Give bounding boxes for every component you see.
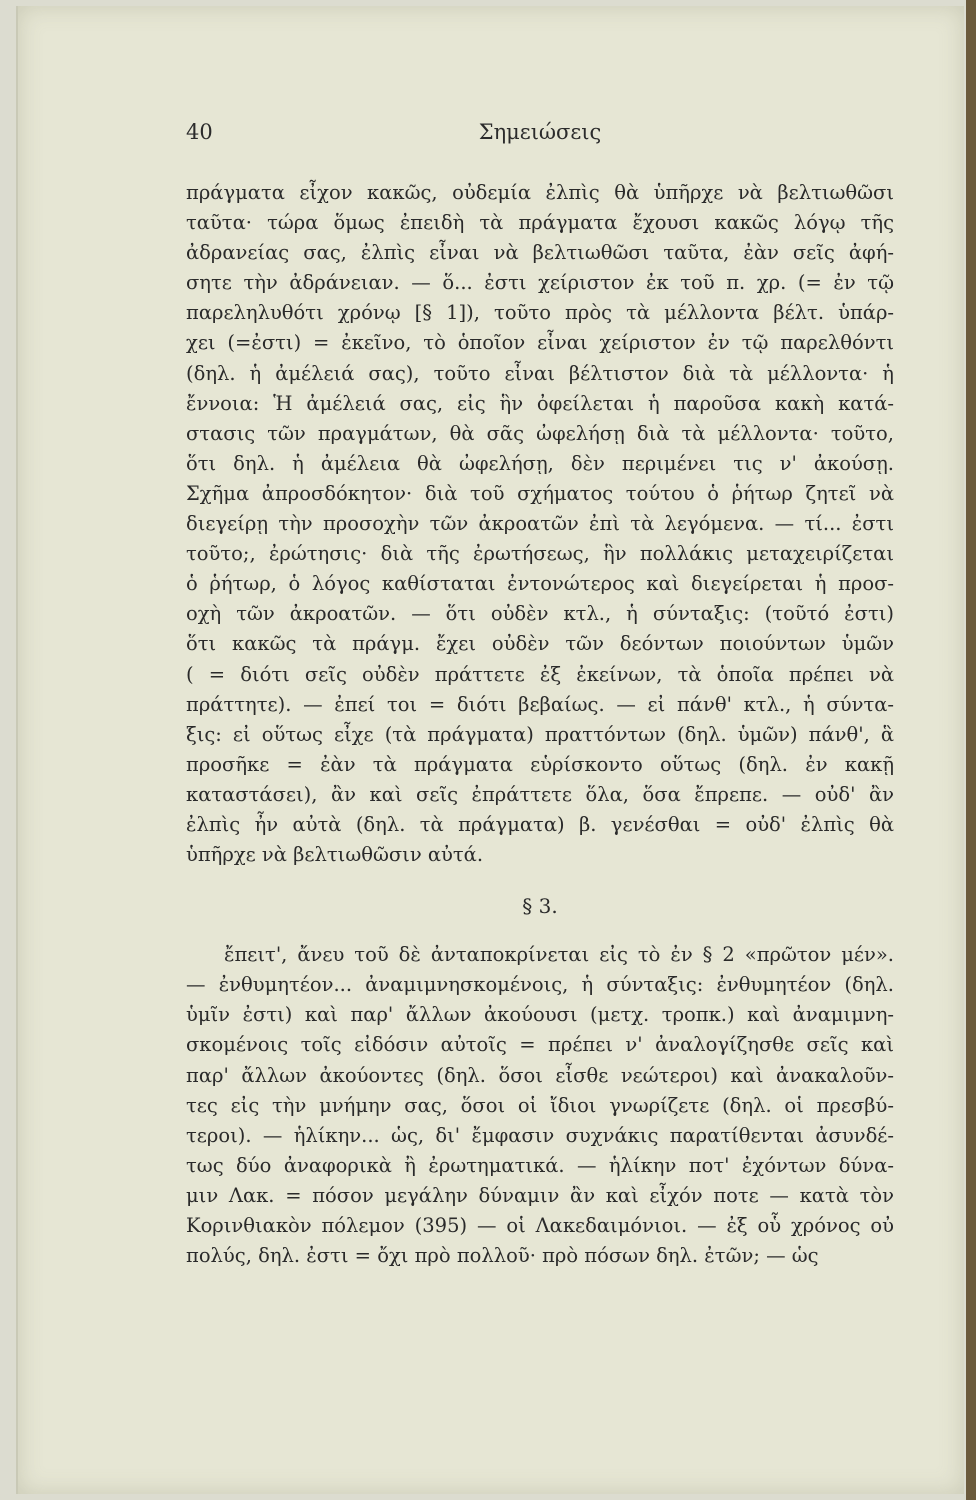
text-line: ὅτι δηλ. ἡ ἀμέλεια θὰ ὠφελήσῃ, δὲν περιμένει τις ν' ἀκούσῃ. <box>186 451 894 475</box>
text-line: οχὴ τῶν ἀκροατῶν. — ὅτι οὐδὲν κτλ., ἡ σύνταξις: (τοῦτό ἐστι) <box>186 602 894 626</box>
text-line: ταῦτα· τώρα ὅμως ἐπειδὴ τὰ πράγματα ἔχουσι κακῶς λόγῳ τῆς <box>186 211 894 235</box>
text-line: — ἐνθυμητέον... ἀναμιμνησκομένοις, ἡ σύνταξις: ἐνθυμητέον (δηλ. <box>186 973 894 997</box>
text-line: διεγείρῃ τὴν προσοχὴν τῶν ἀκροατῶν ἐπὶ τὰ λεγόμενα. — τί... ἐστι <box>186 512 894 536</box>
text-line: ( = διότι σεῖς οὐδὲν πράττετε ἐξ ἐκείνων, τὰ ὁποῖα πρέπει νὰ <box>186 662 894 686</box>
section-heading: § 3. <box>522 894 558 919</box>
text-line: παρεληλυθότι χρόνῳ [§ 1]), τοῦτο πρὸς τὰ μέλλοντα βέλτ. ὑπάρ- <box>186 301 894 325</box>
text-line: στασις τῶν πραγμάτων, θὰ σᾶς ὠφελήσῃ διὰ τὰ μέλλοντα· τοῦτο, <box>186 421 894 445</box>
book-spine-edge <box>966 0 976 1500</box>
text-line: ἀδρανείας σας, ἐλπὶς εἶναι νὰ βελτιωθῶσι ταῦτα, ἐὰν σεῖς ἀφή- <box>186 241 894 265</box>
text-line: ὑπῆρχε νὰ βελτιωθῶσιν αὐτά. <box>186 843 484 867</box>
text-line: τες εἰς τὴν μνήμην σας, ὅσοι οἱ ἴδιοι γνωρίζετε (δηλ. οἱ πρεσβύ- <box>186 1093 894 1117</box>
text-line: ὑμῖν ἐστι) καὶ παρ' ἄλλων ἀκούουσι (μετχ. τροπκ.) καὶ ἀναμιμνη- <box>186 1003 894 1027</box>
text-line: ἔννοια: Ἡ ἀμέλειά σας, εἰς ἣν ὀφείλεται ἡ παροῦσα κακὴ κατά- <box>186 391 894 415</box>
text-line: σκομένοις τοῖς εἰδόσιν αὐτοῖς = πρέπει ν' ἀναλογίζησθε σεῖς καὶ <box>186 1033 894 1057</box>
text-line: Σχῆμα ἀπροσδόκητον· διὰ τοῦ σχήματος τούτου ὁ ῥήτωρ ζητεῖ νὰ <box>186 481 894 505</box>
text-line: ἔπειτ', ἄνευ τοῦ δὲ ἀνταποκρίνεται εἰς τὸ ἐν § 2 «πρῶτον μέν». <box>224 943 894 967</box>
text-line: ξις: εἰ οὕτως εἶχε (τὰ πράγματα) πραττόντων (δηλ. ὑμῶν) πάνθ', ἃ <box>186 722 894 746</box>
text-line: τως δύο ἀναφορικὰ ἢ ἐρωτηματικά. — ἡλίκην ποτ' ἐχόντων δύνα- <box>186 1153 894 1177</box>
text-line: ὁ ῥήτωρ, ὁ λόγος καθίσταται ἐντονώτερος καὶ διεγείρεται ἡ προσ- <box>186 572 894 596</box>
text-line: τεροι). — ἡλίκην... ὡς, δι' ἔμφασιν συχνάκις παρατίθενται ἀσυνδέ- <box>186 1123 894 1147</box>
text-line: χει (=ἐστι) = ἐκεῖνο, τὸ ὁποῖον εἶναι χείριστον ἐν τῷ παρελθόντι <box>186 331 894 355</box>
text-line: παρ' ἄλλων ἀκούοντες (δηλ. ὅσοι εἶσθε νεώτεροι) καὶ ἀνακαλοῦν- <box>186 1063 894 1087</box>
text-line: πολύς, δηλ. ἐστι = ὄχι πρὸ πολλοῦ· πρὸ πόσων δηλ. ἐτῶν; — ὡς <box>186 1244 819 1268</box>
text-line: πράττητε). — ἐπεί τοι = διότι βεβαίως. — εἰ πάνθ' κτλ., ἡ σύντα- <box>186 692 894 716</box>
text-line: πράγματα εἶχον κακῶς, οὐδεμία ἐλπὶς θὰ ὑπῆρχε νὰ βελτιωθῶσι <box>186 181 894 204</box>
page-number: 40 <box>186 120 213 144</box>
text-line: σητε τὴν ἀδράνειαν. — ὅ... ἐστι χείριστον ἐκ τοῦ π. χρ. (= ἐν τῷ <box>186 271 894 295</box>
page-body <box>186 178 894 1271</box>
text-line: ὅτι κακῶς τὰ πράγμ. ἔχει οὐδὲν τῶν δεόντων ποιούντων ὑμῶν <box>186 632 894 656</box>
running-title: Σημειώσεις <box>478 120 602 144</box>
text-line: καταστάσει), ἂν καὶ σεῖς ἐπράττετε ὅλα, ὅσα ἔπρεπε. — οὐδ' ἂν <box>186 782 894 806</box>
page-header <box>186 120 894 160</box>
text-line: τοῦτο;, ἐρώτησις· διὰ τῆς ἐρωτήσεως, ἣν πολλάκις μεταχειρίζεται <box>186 542 894 566</box>
text-line: (δηλ. ἡ ἀμέλειά σας), τοῦτο εἶναι βέλτιστον διὰ τὰ μέλλοντα· ἡ <box>186 361 894 385</box>
text-line: προσῆκε = ἐὰν τὰ πράγματα εὑρίσκοντο οὕτως (δηλ. ἐν κακῇ <box>186 752 894 776</box>
text-line: ἐλπὶς ἦν αὐτὰ (δηλ. τὰ πράγματα) β. γενέσθαι = οὐδ' ἐλπὶς θὰ <box>186 812 894 836</box>
paragraph-notes-section-3 <box>186 940 894 1271</box>
paragraph-notes-section-2 <box>186 178 894 870</box>
text-line: Κορινθιακὸν πόλεμον (395) — οἱ Λακεδαιμόνιοι. — ἐξ οὗ χρόνος οὐ <box>186 1214 894 1237</box>
text-line: μιν Λακ. = πόσον μεγάλην δύναμιν ἂν καὶ εἶχόν ποτε — κατὰ τὸν <box>186 1183 894 1207</box>
